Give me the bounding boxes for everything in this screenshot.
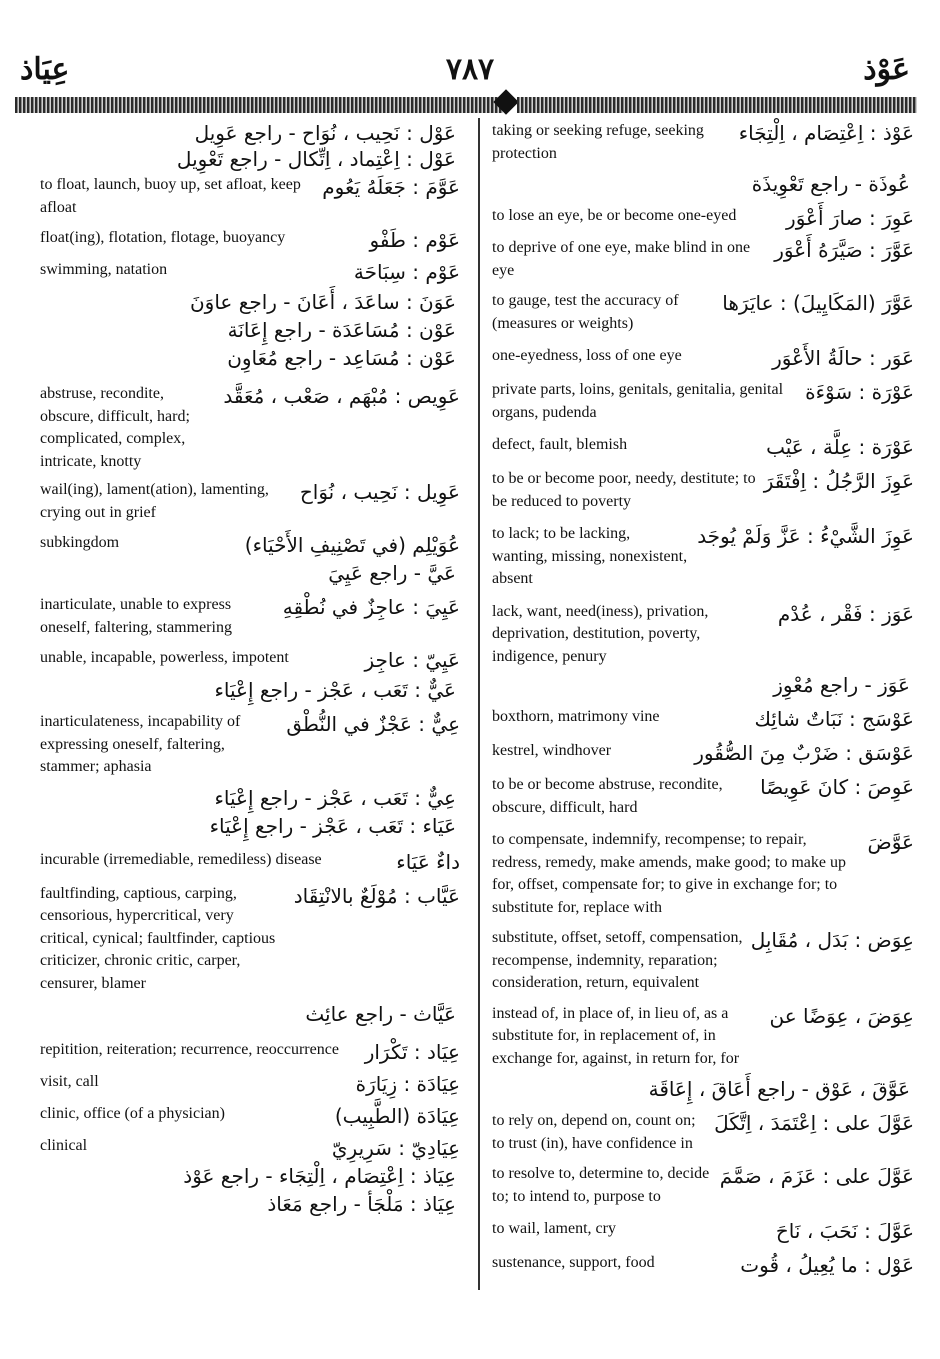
dictionary-entry (40, 883, 460, 996)
arabic-headword: عَوَّلَ على : اِعْتَمَدَ ، اِتَّكَلَ (714, 1111, 914, 1135)
dictionary-entry (492, 706, 914, 730)
dictionary-entry (40, 1039, 460, 1063)
dictionary-entry (492, 345, 914, 369)
english-definition: clinic, office (of a physician) (40, 1105, 225, 1122)
arabic-headword: عَوَّرَ (المَكَايِيلَ) : عايَرَها (722, 291, 914, 315)
arabic-headword: عَوِيص : مُبْهَم ، صَعْب ، مُعَقَّد (223, 384, 460, 408)
arabic-headword: عَوْسَج : نَبَاتٌ شائِك (754, 707, 914, 731)
dictionary-entry (492, 205, 914, 229)
english-definition: defect, fault, blemish (492, 436, 628, 453)
arabic-headword: عِيَادَة (الطَّبِيب) (334, 1104, 460, 1128)
arabic-headword: عِيٌّ : عَجْزٌ في النُّطْق (286, 712, 460, 736)
dictionary-entry (40, 1191, 460, 1217)
arabic-cross-reference: عَيَاء : تَعَب ، عَجْز - راجع إِعْيَاء (209, 813, 456, 838)
english-definition: to lack; to be lacking, wanting, missing, nonexistent, absent (492, 525, 688, 587)
english-definition: to be or become abstruse, recondite, obscure, difficult, hard (492, 776, 723, 816)
arabic-headword: عَيِيَ : عاجِزٌ في نُطْقِهِ (282, 595, 460, 619)
dictionary-entry (40, 1001, 460, 1027)
arabic-headword: عَوِزَ الشَّيْءُ : عَزَّ وَلَمْ يُوجَد (697, 524, 914, 548)
english-definition: inarticulate, unable to express oneself, faltering, stammering (40, 596, 232, 636)
dictionary-entry (40, 174, 460, 219)
column-divider (478, 118, 480, 1290)
english-definition: boxthorn, matrimony vine (492, 708, 660, 725)
arabic-headword: عِيَادَة : زِيَارَة (355, 1072, 460, 1096)
arabic-cross-reference: عِيَاذ : اِعْتِصَام ، اِلْتِجَاء - راجع عَوْذ (183, 1164, 456, 1188)
arabic-headword: عَوْم : طَفْو (369, 228, 460, 252)
arabic-headword: عَوِصَ : كانَ عَوِيصًا (760, 775, 914, 799)
arabic-cross-reference: عَوَز - راجع مُعْوِز (773, 673, 910, 697)
arabic-cross-reference: عَوَّقَ ، عَوْق - راجع أَعَاقَ ، إِعَاقَة (648, 1077, 910, 1101)
dictionary-entry (40, 227, 460, 251)
arabic-cross-reference: عَوْل : نَحِيب ، نُوَاح - راجع عَوِيل (194, 121, 456, 145)
dictionary-entry (40, 1071, 460, 1095)
english-definition: taking or seeking refuge, seeking protection (492, 122, 704, 162)
header-right-word: عَوْذ (863, 52, 910, 87)
arabic-headword: عِيَاد : تَكْرَار (364, 1040, 460, 1064)
english-definition: instead of, in place of, in lieu of, as a substitute for, in replacement of, in exchange for, against, in return for, for (492, 1004, 740, 1067)
arabic-cross-reference: عِيَاذ : مَلْجَأ - راجع مَعَاذ (267, 1192, 456, 1216)
arabic-headword: عَوَّضَ (867, 830, 914, 854)
dictionary-entry (40, 711, 460, 779)
arabic-headword: عَوَر : حالَةُ الأَعْوَر (772, 346, 914, 370)
page-number: ٧٨٧ (445, 52, 495, 87)
english-definition: one-eyedness, loss of one eye (492, 347, 682, 364)
english-definition: inarticulateness, incapability of expressing oneself, faltering, stammer; aphasia (40, 713, 241, 775)
dictionary-entry (40, 259, 460, 283)
arabic-cross-reference: عُوذَة - راجع تَعْوِيذَة (751, 172, 910, 196)
arabic-headword: عَوَّلَ على : عَزَمَ ، صَمَّمَ (719, 1164, 914, 1188)
arabic-headword: عِوَض : بَدَل ، مُقَابِل (750, 928, 914, 952)
header-rule-left (15, 97, 503, 113)
arabic-headword: عَوِرَ : صارَ أَعْوَر (786, 206, 914, 230)
dictionary-entry (492, 1003, 914, 1071)
dictionary-entry (40, 560, 460, 586)
arabic-cross-reference: عَوْل : اِعْتِماد ، اِتِّكال - راجع تَعْوِيل (176, 147, 456, 171)
english-definition: to be or become poor, needy, destitute; to be reduced to poverty (492, 470, 756, 510)
arabic-headword: عَوَّرَ : صَيَّرَهُ أَعْوَر (774, 238, 914, 262)
header-rule-right (517, 97, 917, 113)
dictionary-entry (40, 1163, 460, 1189)
english-definition: visit, call (40, 1073, 99, 1090)
right-column (492, 120, 914, 1276)
arabic-headword: عَوْسَق : ضَرْبٌ مِنَ الصُّقُور (694, 741, 914, 765)
english-definition: lack, want, need(iness), privation, deprivation, destitution, poverty, indigence, penury (492, 602, 709, 665)
left-column (40, 120, 460, 1217)
arabic-headword: عَوِيل : نَحِيب ، نُوَاح (299, 480, 460, 504)
english-definition: abstruse, recondite, obscure, difficult, hard; complicated, complex, intricate, knotty (40, 385, 190, 470)
english-definition: to wail, lament, cry (492, 1220, 616, 1237)
dictionary-entry (492, 120, 914, 165)
arabic-headword: داءٌ عَيَاء (396, 849, 460, 874)
arabic-cross-reference: عَوْن : مُسَاعَدَة - راجع إِعَانَة (227, 318, 456, 342)
english-definition: to deprive of one eye, make blind in one eye (492, 239, 751, 279)
english-definition: unable, incapable, powerless, impotent (40, 649, 289, 666)
arabic-headword: عَوْذ : اِعْتِصَام ، اِلْتِجَاء (738, 121, 914, 145)
english-definition: kestrel, windhover (492, 742, 612, 759)
english-definition: substitute, offset, setoff, compensation, recompense, indemnity, reparation; consideration, return, equivalent (492, 929, 743, 991)
arabic-cross-reference: عَوَنَ : ساعَدَ ، أَعَانَ - راجع عاوَنَ (189, 290, 456, 314)
arabic-headword: عَوَّمَ : جَعَلَهُ يَعُوم (322, 175, 460, 199)
dictionary-entry (40, 532, 460, 556)
english-definition: swimming, natation (40, 261, 168, 278)
dictionary-entry (492, 740, 914, 764)
dictionary-entry (40, 594, 460, 639)
arabic-headword: عَيَّاب : مُوْلَعٌ بالانْتِقَاد (293, 883, 460, 908)
dictionary-entry (492, 290, 914, 335)
english-definition: to float, launch, buoy up, set afloat, keep afloat (40, 176, 301, 216)
dictionary-entry (40, 345, 460, 371)
header-left-word: عِيَاذ (20, 52, 70, 87)
english-definition: repitition, reiteration; recurrence, reoccurrence (40, 1041, 339, 1058)
dictionary-entry (40, 479, 460, 524)
dictionary-entry (492, 774, 914, 819)
dictionary-entry (40, 813, 460, 839)
dictionary-entry (492, 171, 914, 197)
arabic-headword: عَوْل : ما يُعِيلُ ، قُوت (740, 1253, 914, 1277)
dictionary-entry (40, 1103, 460, 1127)
english-definition: private parts, loins, genitals, genitalia, genital organs, pudenda (492, 381, 784, 421)
english-definition: to compensate, indemnify, recompense; to repair, redress, remedy, make amends, make good; to make up for, offset, compensate for; to give in exchange for; to substitute for, replace with (492, 831, 846, 916)
english-definition: clinical (40, 1137, 88, 1154)
english-definition: float(ing), flotation, flotage, buoyancy (40, 229, 286, 246)
dictionary-entry (492, 1218, 914, 1242)
dictionary-entry (492, 523, 914, 591)
arabic-headword: عَوِزَ الرَّجُلُ : اِفْتَقَرَ (763, 469, 914, 493)
english-definition: to resolve to, determine to, decide to; to intend to, purpose to (492, 1165, 710, 1205)
dictionary-entry (40, 120, 460, 146)
arabic-headword: عَيِيّ : عاجِز (364, 648, 460, 672)
english-definition: to lose an eye, be or become one-eyed (492, 207, 737, 224)
english-definition: incurable (irremediable, remediless) disease (40, 850, 322, 868)
english-definition: subkingdom (40, 534, 120, 551)
english-definition: wail(ing), lament(ation), lamenting, crying out in grief (40, 481, 269, 521)
dictionary-entry (492, 1163, 914, 1208)
dictionary-entry (40, 849, 460, 873)
dictionary-entry (492, 1076, 914, 1102)
arabic-cross-reference: عَوْن : مُسَاعِد - راجع مُعَاوِن (227, 346, 456, 370)
dictionary-entry (40, 647, 460, 671)
dictionary-entry (40, 1135, 460, 1159)
dictionary-entry (492, 672, 914, 698)
dictionary-entry (492, 1252, 914, 1276)
dictionary-entry (492, 1110, 914, 1155)
dictionary-entry (40, 383, 460, 473)
dictionary-entry (40, 677, 460, 703)
english-definition: sustenance, support, food (492, 1254, 655, 1271)
english-definition: to rely on, depend on, count on; to trust (in), have confidence in (492, 1112, 696, 1152)
dictionary-entry (40, 317, 460, 343)
arabic-headword: عَوَّلَ : نَحَبَ ، نَاحَ (775, 1219, 914, 1243)
dictionary-entry (492, 829, 914, 919)
arabic-cross-reference: عِيٌّ : تَعَب ، عَجْز - راجع إِعْيَاء (214, 785, 456, 810)
arabic-cross-reference: عَيٌّ : تَعَب ، عَجْز - راجع إِعْيَاء (214, 678, 456, 702)
dictionary-entry (492, 434, 914, 458)
dictionary-entry (492, 237, 914, 282)
english-definition: to gauge, test the accuracy of (measures or weights) (492, 292, 679, 332)
arabic-headword: عِوَضَ ، عِوَضًا عن (769, 1003, 914, 1028)
arabic-cross-reference: عَيَّ - راجع عَيِيَ (328, 561, 456, 585)
english-definition: faultfinding, captious, carping, censorious, hypercritical, very critical, cynical; faultfinder, captious criticizer, chronic critic, carper, censurer, blamer (40, 884, 276, 992)
arabic-headword: عَوْرَة : عِلَّة ، عَيْب (766, 435, 914, 459)
arabic-headword: عَوَز : فَقْر ، عُدْم (777, 601, 914, 626)
dictionary-entry (492, 601, 914, 669)
dictionary-entry (492, 468, 914, 513)
dictionary-entry (40, 289, 460, 315)
dictionary-entry (40, 146, 460, 172)
arabic-headword: عَوْم : سِبَاحَة (353, 260, 460, 284)
dictionary-entry (40, 785, 460, 811)
arabic-headword: عِيَادِيّ : سَرِيرِيّ (331, 1136, 460, 1160)
arabic-cross-reference: عَيَّاث - راجع عائِث (305, 1002, 456, 1026)
arabic-headword: عَوْرَة : سَوْءَة (805, 380, 914, 404)
dictionary-entry (492, 927, 914, 995)
dictionary-entry (492, 379, 914, 424)
arabic-headword: عُوَيْلِم (في تَصْنِيفِ الأَحْيَاء) (244, 533, 460, 557)
